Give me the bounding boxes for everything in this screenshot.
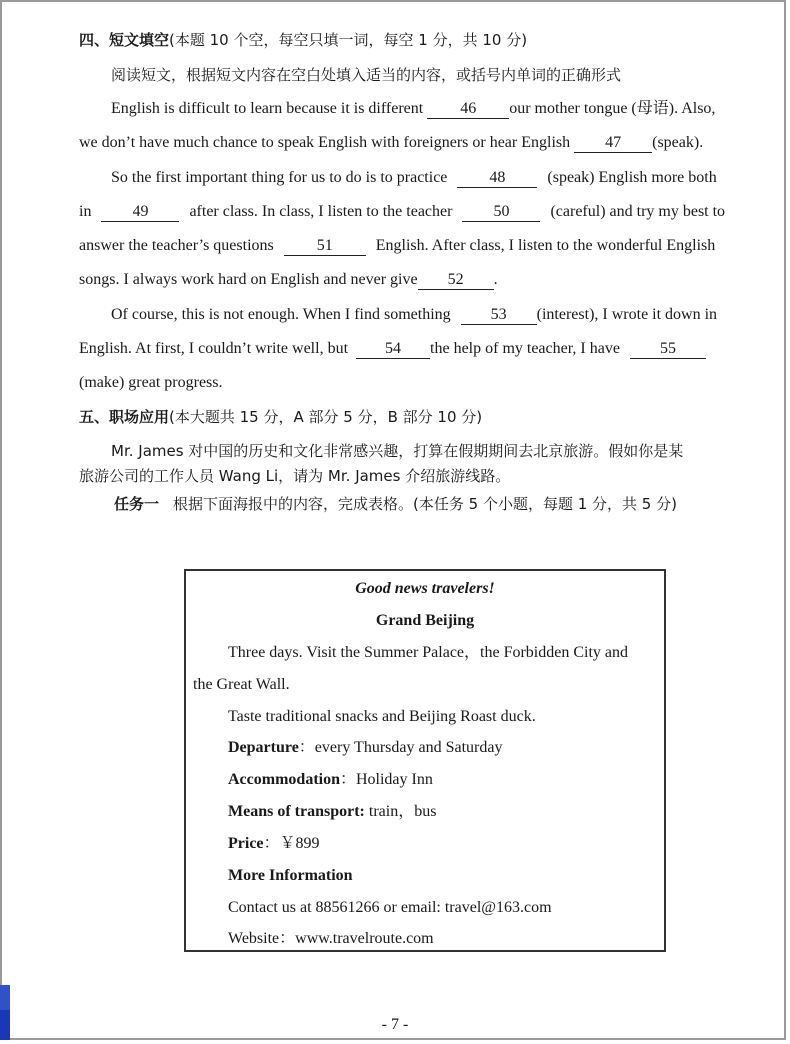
poster-line-2: the Great Wall. — [193, 676, 290, 693]
passage-text: songs. I always work hard on English and never give — [79, 271, 418, 288]
accommodation-value: ：Holiday Inn — [339, 771, 433, 788]
page-number: - 7 - — [381, 1016, 409, 1033]
passage-line-5 — [79, 236, 715, 256]
section4-header — [79, 30, 527, 51]
poster-headline: Good news travelers! — [355, 580, 495, 597]
section5-header — [79, 407, 482, 428]
poster-transport — [228, 802, 436, 822]
section5-note: (本大题共 15 分，A 部分 5 分，B 部分 10 分) — [169, 408, 483, 426]
passage-text: English. At first, I couldn’t write well, but — [79, 340, 349, 357]
passage-text: (speak). — [652, 134, 704, 151]
transport-value: train，bus — [364, 803, 437, 820]
task-one-label: 任务一 — [114, 495, 160, 513]
blank-48[interactable]: 48 — [457, 169, 537, 188]
section4-note: (本题 10 个空，每空只填一词，每空 1 分，共 10 分) — [169, 31, 528, 49]
travel-poster — [184, 569, 666, 952]
passage-line-2 — [79, 133, 703, 153]
passage-text: our mother tongue (母语). Also, — [509, 100, 716, 117]
passage-text: in — [79, 203, 92, 220]
passage-text: answer the teacher’s questions — [79, 237, 274, 254]
poster-accommodation — [228, 770, 433, 790]
passage-text: the help of my teacher, I have — [430, 340, 620, 357]
passage-text: English. After class, I listen to the wonderful English — [375, 237, 716, 254]
passage-line-6 — [79, 270, 498, 290]
passage-text: English is difficult to learn because it is different — [111, 100, 424, 117]
passage-line-8 — [79, 339, 706, 359]
passage-text: after class. In class, I listen to the teacher — [189, 203, 453, 220]
poster-contact: Contact us at 88561266 or email: travel@163.com — [228, 899, 552, 916]
task-one-text: 根据下面海报中的内容，完成表格。(本任务 5 个小题，每题 1 分，共 5 分) — [173, 495, 677, 513]
poster-line-3: Taste traditional snacks and Beijing Roast duck. — [228, 708, 536, 725]
blank-53[interactable]: 53 — [461, 306, 537, 325]
blank-54[interactable]: 54 — [356, 340, 430, 359]
blank-46[interactable]: 46 — [427, 100, 509, 119]
passage-text: (speak) English more both — [547, 169, 717, 186]
task-one — [114, 494, 677, 515]
passage-line-3 — [111, 168, 717, 188]
passage-text: Of course, this is not enough. When I find something — [111, 306, 451, 323]
poster-website: Website：www.travelroute.com — [228, 930, 434, 947]
blank-52[interactable]: 52 — [418, 271, 494, 290]
passage-text: (careful) and try my best to — [550, 203, 726, 220]
section4-instruction: 阅读短文，根据短文内容在空白处填入适当的内容，或括号内单词的正确形式 — [111, 66, 622, 84]
transport-label: Means of transport: — [228, 803, 365, 820]
poster-departure — [228, 738, 502, 758]
passage-text: So the first important thing for us to do is to practice — [111, 169, 448, 186]
section5-intro-1: Mr. James 对中国的历史和文化非常感兴趣，打算在假期期间去北京旅游。假如你是某 — [111, 442, 684, 460]
price-value: ：￥899 — [263, 835, 320, 852]
passage-line-9: (make) great progress. — [79, 374, 223, 391]
accommodation-label: Accommodation — [228, 771, 340, 788]
passage-line-4 — [79, 202, 725, 222]
passage-text: we don’t have much chance to speak English with foreigners or hear English — [79, 134, 571, 151]
departure-label: Departure — [228, 739, 299, 756]
departure-value: ：every Thursday and Saturday — [298, 739, 503, 756]
blank-55[interactable]: 55 — [630, 340, 706, 359]
section5-intro-2: 旅游公司的工作人员 Wang Li，请为 Mr. James 介绍旅游线路。 — [79, 467, 511, 485]
blank-50[interactable]: 50 — [462, 203, 540, 222]
price-label: Price — [228, 835, 264, 852]
blank-47[interactable]: 47 — [574, 134, 652, 153]
section5-heading: 五、职场应用 — [79, 408, 170, 426]
passage-text: . — [493, 271, 498, 288]
poster-line-1: Three days. Visit the Summer Palace，the Forbidden City and — [228, 644, 629, 661]
section4-heading: 四、短文填空 — [79, 31, 170, 49]
blank-51[interactable]: 51 — [284, 237, 366, 256]
poster-more-info: More Information — [228, 867, 353, 884]
passage-text: (interest), I wrote it down in — [536, 306, 718, 323]
passage-line-7 — [111, 305, 717, 325]
blank-49[interactable]: 49 — [101, 203, 179, 222]
poster-price — [228, 834, 320, 854]
passage-line-1 — [111, 99, 715, 119]
poster-title: Grand Beijing — [375, 612, 475, 629]
